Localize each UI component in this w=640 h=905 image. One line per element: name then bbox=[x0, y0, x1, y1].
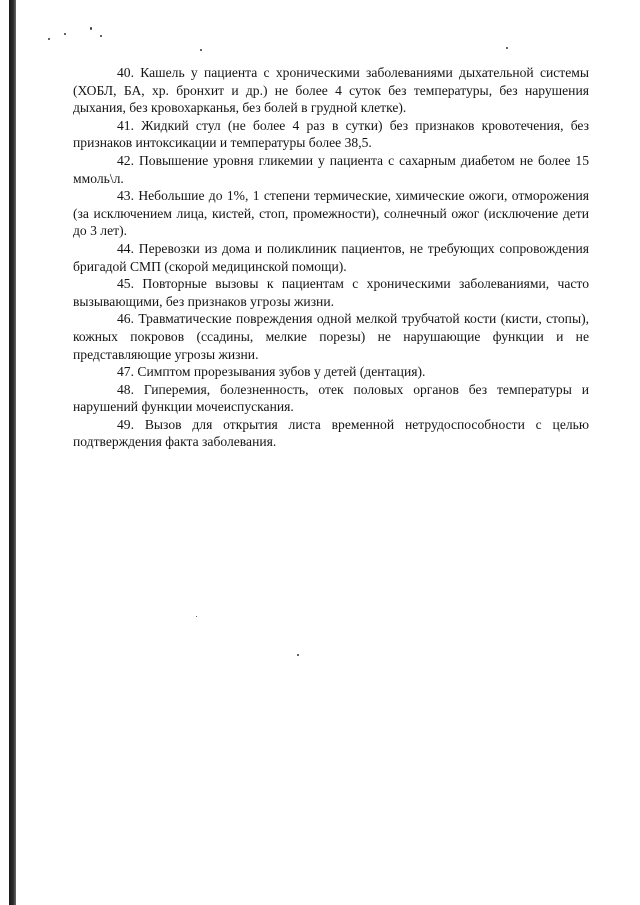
scan-speck bbox=[196, 616, 197, 617]
scan-speck bbox=[200, 49, 202, 51]
scan-speck bbox=[48, 38, 50, 40]
document-body bbox=[73, 64, 589, 451]
list-item-43: 43. Небольшие до 1%, 1 степени термические, химические ожоги, отморожения (за исключением лица, кистей, стоп, промежности), солнечный ожог (исключение дети до 3 лет). bbox=[73, 188, 589, 239]
scan-speck bbox=[64, 33, 66, 35]
scan-speck bbox=[297, 654, 299, 656]
scan-speck bbox=[100, 35, 102, 37]
scan-shadow-edge bbox=[9, 0, 16, 905]
list-item-46: 46. Травматические повреждения одной мелкой трубчатой кости (кисти, стопы), кожных покровов (ссадины, мелкие порезы) не нарушающие функции и не представляющие угрозы жизни. bbox=[73, 311, 589, 362]
list-item-41: 41. Жидкий стул (не более 4 раз в сутки) без признаков кровотечения, без признаков интоксикации и температуры более 38,5. bbox=[73, 117, 589, 151]
list-item-49: 49. Вызов для открытия листа временной нетрудоспособности с целью подтверждения факта заболевания. bbox=[73, 416, 589, 450]
list-item-44: 44. Перевозки из дома и поликлиник пациентов, не требующих сопровождения бригадой СМП (скорой медицинской помощи). bbox=[73, 240, 589, 274]
list-item-47: 47. Симптом прорезывания зубов у детей (дентация). bbox=[117, 364, 426, 380]
scan-speck bbox=[506, 47, 508, 49]
list-item-40: 40. Кашель у пациента с хроническими заболеваниями дыхательной системы (ХОБЛ, БА, хр. бронхит и др.) не более 4 суток без температуры, без нарушения дыхания, без кровохарканья, без болей в грудной клетке). bbox=[73, 65, 589, 116]
list-item-48: 48. Гиперемия, болезненность, отек половых органов без температуры и нарушений функции мочеиспускания. bbox=[73, 381, 589, 415]
list-item-45: 45. Повторные вызовы к пациентам с хроническими заболеваниями, часто вызывающими, без признаков угрозы жизни. bbox=[73, 276, 589, 309]
list-item-42: 42. Повышение уровня гликемии у пациента с сахарным диабетом не более 15 ммоль\л. bbox=[73, 152, 589, 186]
scan-speck bbox=[90, 27, 92, 30]
